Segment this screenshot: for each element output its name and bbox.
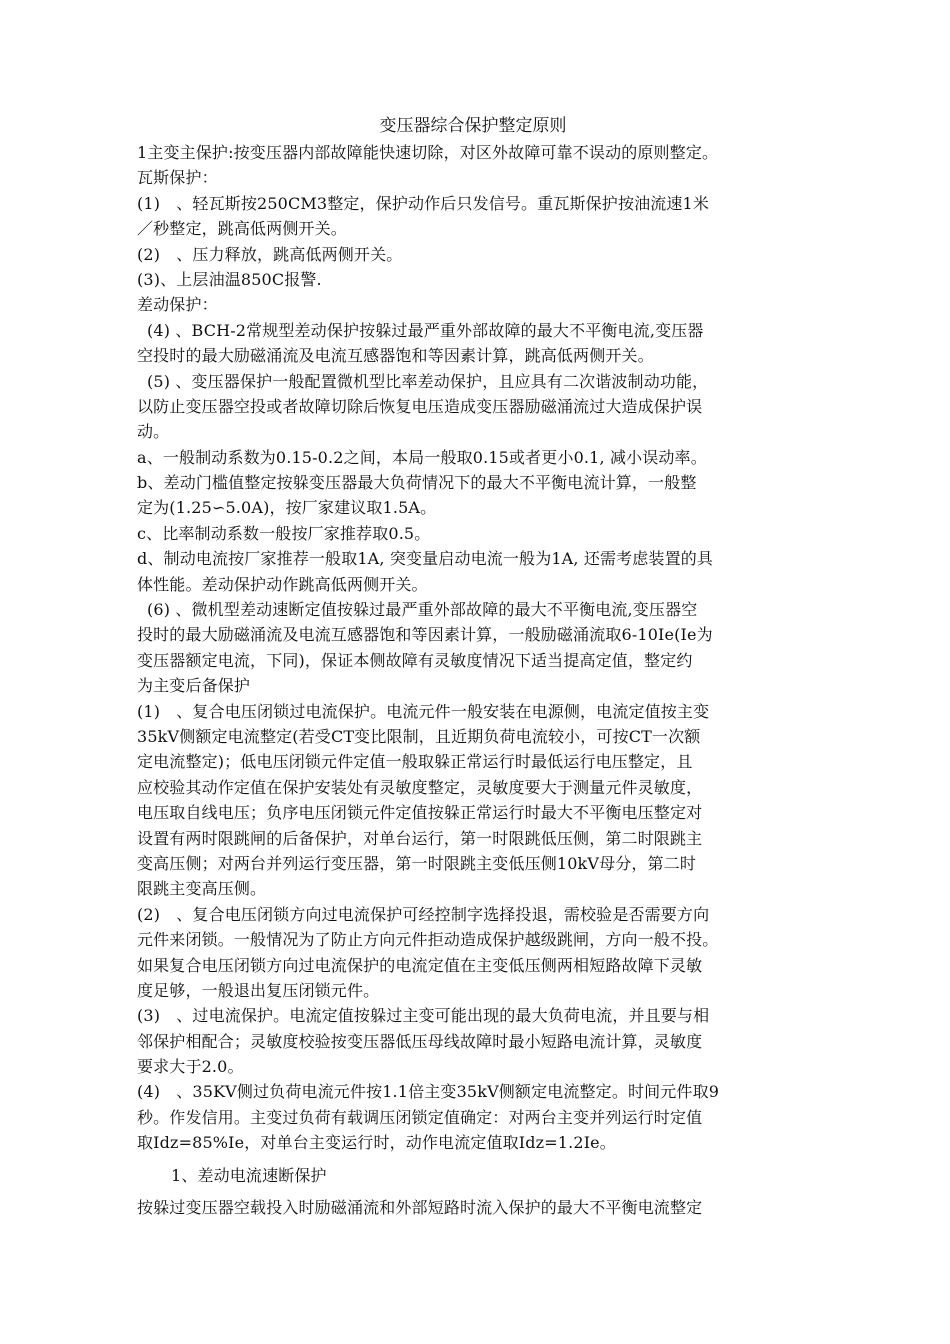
text-line: 秒。作发信用。主变过负荷有载调压闭锁定值确定：对两台主变并列运行时定值 bbox=[137, 1107, 703, 1127]
text-line: 如果复合电压闭锁方向过电流保护的电流定值在主变低压侧两相短路故障下灵敏 bbox=[137, 955, 703, 975]
text-line: 定为(1.25∽5.0A)，按厂家建议取1.5A。 bbox=[137, 498, 437, 518]
text-line: 限跳主变高压侧。 bbox=[137, 879, 267, 899]
text-line: 电压取自线电压；负序电压闭锁元件定值按躲正常运行时最大不平衡电压整定对 bbox=[137, 803, 703, 823]
text-line: 差动保护： bbox=[137, 295, 218, 315]
text-line: 投时的最大励磁涌流及电流互感器饱和等因素计算，一般励磁涌流取6-10Ie(Ie为 bbox=[137, 625, 713, 645]
section-heading: 1、差动电流速断保护 bbox=[171, 1165, 327, 1185]
text-line: (5) 、变压器保护一般配置微机型比率差动保护，且应具有二次谐波制动功能， bbox=[147, 371, 709, 391]
text-line: 体性能。差动保护动作跳高低两侧开关。 bbox=[137, 574, 428, 594]
text-line: 邻保护相配合；灵敏度校验按变压器低压母线故障时最小短路电流计算，灵敏度 bbox=[137, 1031, 703, 1051]
text-line: 要求大于2.0。 bbox=[137, 1057, 244, 1077]
text-line: (2) 、压力释放，跳高低两侧开关。 bbox=[137, 244, 403, 264]
text-line: 取Idz=85%Ie，对单台主变运行时，动作电流定值取Idz=1.2Ie。 bbox=[137, 1133, 616, 1153]
text-line: (6) 、微机型差动速断定值按躲过最严重外部故障的最大不平衡电流,变压器空 bbox=[147, 600, 698, 620]
paragraph-gap bbox=[137, 1188, 827, 1195]
document-title: 变压器综合保护整定原则 bbox=[379, 116, 567, 136]
text-line: 1主变主保护:按变压器内部故障能快速切除，对区外故障可靠不误动的原则整定。 bbox=[137, 143, 719, 162]
text-line: 设置有两时限跳闸的后备保护，对单台运行，第一时限跳低压侧，第二时限跳主 bbox=[137, 828, 703, 848]
text-line: 35kV侧额定电流整定(若受CT变比限制，且近期负荷电流较小，可按CT一次额 bbox=[137, 726, 701, 746]
text-line: (4) 、35KV侧过负荷电流元件按1.1倍主变35kV侧额定电流整定。时间元件取9 bbox=[137, 1082, 720, 1102]
text-line: 动。 bbox=[137, 422, 170, 442]
text-line: 变压器额定电流，下同)，保证本侧故障有灵敏度情况下适当提高定值，整定约 bbox=[137, 650, 693, 670]
text-line: 按躲过变压器空载投入时励磁涌流和外部短路时流入保护的最大不平衡电流整定 bbox=[137, 1198, 703, 1218]
text-line: ／秒整定，跳高低两侧开关。 bbox=[137, 219, 347, 239]
text-line: (4) 、BCH-2常规型差动保护按躲过最严重外部故障的最大不平衡电流,变压器 bbox=[147, 320, 704, 340]
text-line: 变高压侧；对两台并列运行变压器，第一时限跳主变低压侧10kV母分，第二时 bbox=[137, 853, 697, 873]
text-line: 度足够，一般退出复压闭锁元件。 bbox=[137, 980, 380, 1000]
text-line: 以防止变压器空投或者故障切除后恢复电压造成变压器励磁涌流过大造成保护误 bbox=[137, 396, 703, 416]
text-line: a、一般制动系数为0.15-0.2之间，本局一般取0.15或者更小0.1, 减小误动率。 bbox=[137, 447, 707, 467]
paragraph-gap bbox=[137, 1156, 827, 1163]
text-line: d、制动电流按厂家推荐一般取1A, 突变量启动电流一般为1A, 还需考虑装置的具 bbox=[137, 549, 714, 569]
text-line: 空投时的最大励磁涌流及电流互感器饱和等因素计算，跳高低两侧开关。 bbox=[137, 346, 654, 366]
text-line: 定电流整定)；低电压闭锁元件定值一般取躲正常运行时最低运行电压整定，且 bbox=[137, 752, 693, 772]
text-line: b、差动门槛值整定按躲变压器最大负荷情况下的最大不平衡电流计算，一般整 bbox=[137, 473, 697, 493]
text-line: (3)、上层油温850C报警. bbox=[137, 269, 322, 289]
text-line: (2) 、复合电压闭锁方向过电流保护可经控制字选择投退，需校验是否需要方向 bbox=[137, 904, 710, 924]
text-line: (3) 、过电流保护。电流定值按躲过主变可能出现的最大负荷电流，并且要与相 bbox=[137, 1006, 710, 1026]
text-line: 为主变后备保护 bbox=[137, 676, 251, 696]
text-line: 瓦斯保护： bbox=[137, 168, 218, 188]
text-line: 应校验其动作定值在保护安装处有灵敏度整定，灵敏度要大于测量元件灵敏度， bbox=[137, 777, 703, 797]
text-line: (1) 、轻瓦斯按250CM3整定，保护动作后只发信号。重瓦斯保护按油流速1米 bbox=[137, 193, 710, 213]
text-line: 元件来闭锁。一般情况为了防止方向元件拒动造成保护越级跳闸，方向一般不投。 bbox=[137, 930, 719, 950]
text-line: (1) 、复合电压闭锁过电流保护。电流元件一般安装在电源侧，电流定值按主变 bbox=[137, 701, 710, 721]
document-body bbox=[137, 113, 827, 1220]
text-line: c、比率制动系数一般按厂家推荐取0.5。 bbox=[137, 523, 431, 543]
